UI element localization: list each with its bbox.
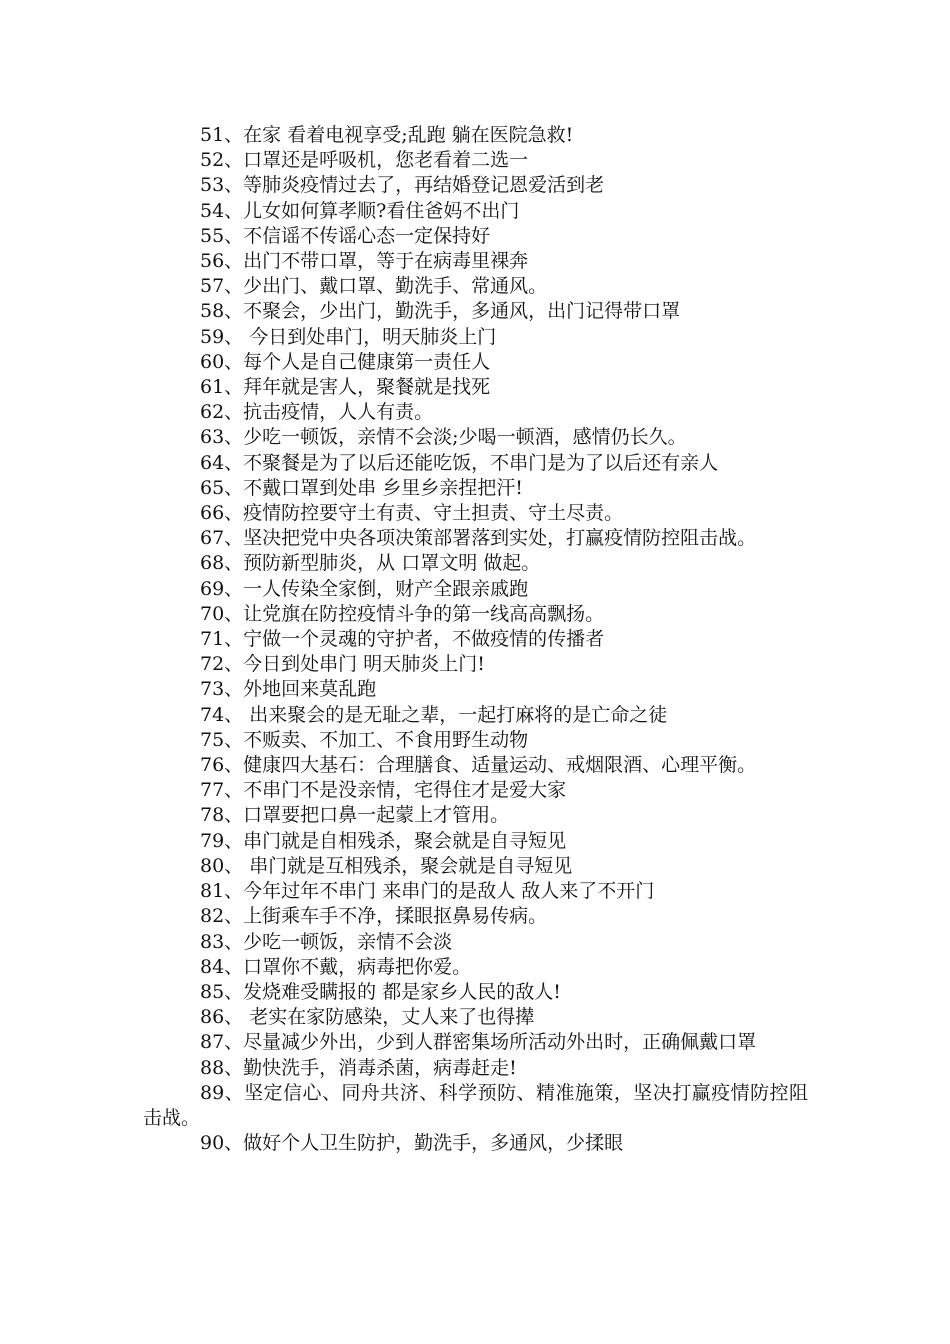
- slogan-line-57: 57、少出门、戴口罩、勤洗手、常通风。: [200, 275, 548, 298]
- slogan-line-88: 88、勤快洗手，消毒杀菌，病毒赶走!: [200, 1056, 517, 1079]
- slogan-line-68: 68、预防新型肺炎，从 口罩文明 做起。: [200, 552, 541, 575]
- slogan-line-74: 74、 出来聚会的是无耻之辈，一起打麻将的是亡命之徒: [200, 703, 668, 726]
- slogan-line-86: 86、 老实在家防感染，丈人来了也得撵: [200, 1006, 535, 1029]
- slogan-line-89: 89、坚定信心、同舟共济、科学预防、精准施策，坚决打赢疫情防控阻击战。: [143, 1081, 808, 1129]
- slogan-line-83: 83、少吃一顿饭，亲情不会淡: [200, 930, 453, 953]
- slogan-line-70: 70、让党旗在防控疫情斗争的第一线高高飘扬。: [200, 602, 605, 625]
- slogan-line-55: 55、不信谣不传谣心态一定保持好: [200, 224, 491, 247]
- slogan-line-85: 85、发烧难受瞒报的 都是家乡人民的敌人!: [200, 980, 561, 1003]
- slogan-list: [143, 123, 808, 1156]
- slogan-line-53: 53、等肺炎疫情过去了，再结婚登记恩爱活到老: [200, 174, 605, 197]
- slogan-line-90: 90、做好个人卫生防护，勤洗手，多通风，少揉眼: [200, 1132, 624, 1155]
- slogan-line-65: 65、不戴口罩到处串 乡里乡亲捏把汗!: [200, 476, 523, 499]
- slogan-line-52: 52、口罩还是呼吸机，您老看着二选一: [200, 149, 529, 172]
- slogan-line-72: 72、今日到处串门 明天肺炎上门!: [200, 653, 485, 676]
- slogan-line-61: 61、拜年就是害人，聚餐就是找死: [200, 376, 491, 399]
- slogan-line-67: 67、坚决把党中央各项决策部署落到实处，打赢疫情防控阻击战。: [200, 527, 757, 550]
- slogan-line-81: 81、今年过年不串门 来串门的是敌人 敌人来了不开门: [200, 880, 655, 903]
- slogan-line-75: 75、不贩卖、不加工、不食用野生动物: [200, 728, 529, 751]
- slogan-line-60: 60、每个人是自己健康第一责任人: [200, 350, 491, 373]
- slogan-line-78: 78、口罩要把口鼻一起蒙上才管用。: [200, 804, 510, 827]
- slogan-line-51: 51、在家 看着电视享受;乱跑 躺在医院急救!: [200, 124, 574, 146]
- slogan-line-76: 76、健康四大基石：合理膳食、适量运动、戒烟限酒、心理平衡。: [200, 754, 757, 777]
- slogan-line-56: 56、出门不带口罩，等于在病毒里裸奔: [200, 250, 529, 273]
- slogan-line-80: 80、 串门就是互相残杀，聚会就是自寻短见: [200, 854, 573, 877]
- slogan-line-77: 77、不串门不是没亲情，宅得住才是爱大家: [200, 779, 567, 802]
- slogan-line-64: 64、不聚餐是为了以后还能吃饭，不串门是为了以后还有亲人: [200, 451, 719, 474]
- slogan-line-62: 62、抗击疫情，人人有责。: [200, 401, 434, 424]
- slogan-line-66: 66、疫情防控要守土有责、守土担责、守土尽责。: [200, 502, 624, 525]
- slogan-line-54: 54、儿女如何算孝顺?看住爸妈不出门: [200, 199, 520, 222]
- slogan-line-87: 87、尽量减少外出，少到人群密集场所活动外出时，正确佩戴口罩: [200, 1031, 757, 1054]
- slogan-line-82: 82、上街乘车手不净，揉眼抠鼻易传病。: [200, 905, 548, 928]
- slogan-line-71: 71、宁做一个灵魂的守护者，不做疫情的传播者: [200, 628, 605, 651]
- slogan-line-59: 59、 今日到处串门，明天肺炎上门: [200, 325, 497, 348]
- slogan-line-79: 79、串门就是自相残杀，聚会就是自寻短见: [200, 829, 567, 852]
- slogan-line-69: 69、一人传染全家倒，财产全跟亲戚跑: [200, 577, 529, 600]
- slogan-line-63: 63、少吃一顿饭，亲情不会淡;少喝一顿酒，感情仍长久。: [200, 426, 687, 449]
- slogan-line-84: 84、口罩你不戴，病毒把你爱。: [200, 955, 472, 978]
- slogan-line-58: 58、不聚会，少出门，勤洗手，多通风，出门记得带口罩: [200, 300, 681, 323]
- slogan-line-73: 73、外地回来莫乱跑: [200, 678, 377, 701]
